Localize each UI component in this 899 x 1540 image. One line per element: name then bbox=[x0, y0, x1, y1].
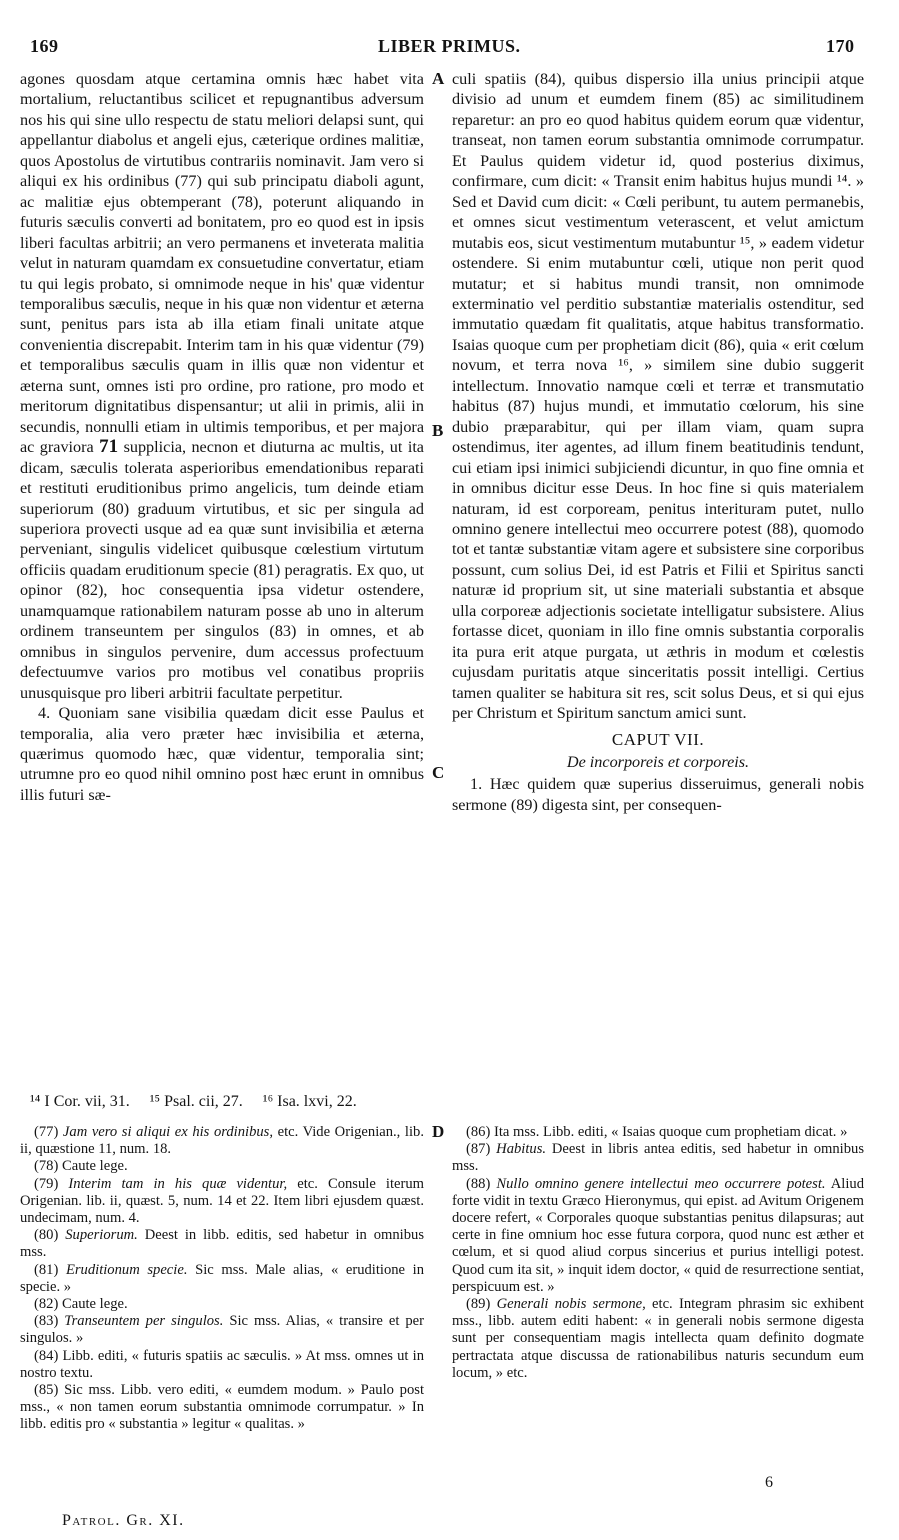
scripture-references bbox=[30, 1093, 440, 1111]
note-89: (89) Generali nobis sermone, etc. Integram phrasim sic exhibent mss., libb. autem editi habent: « in generali nobis sermone digesta sunt per consequentiam magis intellecta quam definito dogmate pertractata atque discussa de rationabilibus naturis secundum eum locum, » etc. bbox=[452, 1296, 864, 1381]
left-paragraph-2: 4. Quoniam sane visibilia quædam dicit esse Paulus et temporalia, alia vero præter hæc invisibilia et æterna, quærimus quomodo hæc, quæ videntur, temporalia sint; utrumne pro eo quod nihil omnino post hæc erunt in omnibus illis futuri sæ- bbox=[20, 704, 424, 804]
note-85: (85) Sic mss. Libb. vero editi, « eumdem modum. » Paulo post mss., « non tamen eorum substantia omnimode corrumpatur. » In libb. editis pro « substantia » legitur « qualitas. » bbox=[20, 1382, 424, 1433]
right-paragraph-2: 1. Hæc quidem quæ superius disseruimus, generali nobis sermone (89) digesta sint, per consequen- bbox=[452, 775, 864, 814]
notes-left-column bbox=[20, 1124, 424, 1434]
scripture-ref-16: ¹⁶ Isa. lxvi, 22. bbox=[262, 1093, 357, 1110]
signature-mark: 6 bbox=[765, 1474, 773, 1491]
margin-mark-d: D bbox=[432, 1122, 445, 1141]
note-80: (80) Superiorum. Deest in libb. editis, sed habetur in omnibus mss. bbox=[20, 1227, 425, 1261]
left-text-column bbox=[20, 69, 424, 805]
note-86: (86) Ita mss. Libb. editi, « Isaias quoque cum prophetiam dicat. » bbox=[466, 1124, 848, 1140]
left-page-number: 169 bbox=[30, 36, 59, 56]
right-text-column bbox=[452, 69, 864, 815]
note-82: (82) Caute lege. bbox=[34, 1296, 128, 1313]
note-88: (88) Nullo omnino genere intellectui meo occurrere potest. Aliud forte vidit in textu Græco Hieronymus, qui epist. ad Avitum Origenem docere refert, « Corporales quoque substantias penitus dilapsuras; aut certe in fine omnium hoc esse futura corpora, quod nunc est æther et cœlum, et si quod aliud corpus sincerius et purius intelligi potest. Quod cum ita sit, » inquit idem doctor, « quid de resurrectione sentiat, perspicuum est. » bbox=[452, 1175, 865, 1295]
note-81: (81) Eruditionum specie. Sic mss. Male alias, « eruditione in specie. » bbox=[20, 1261, 424, 1295]
note-77: (77) Jam vero si aliqui ex his ordinibus, etc. Vide Origenian., lib. ii, quæstione 11, num. 18. bbox=[20, 1124, 424, 1158]
margin-mark-a: A bbox=[432, 69, 445, 88]
series-footer: Patrol. Gr. XI. bbox=[62, 1512, 185, 1529]
scripture-ref-15: ¹⁵ Psal. cii, 27. bbox=[149, 1093, 243, 1110]
running-title: LIBER PRIMUS. bbox=[378, 36, 521, 56]
scripture-ref-14: ¹⁴ I Cor. vii, 31. bbox=[30, 1093, 130, 1110]
left-paragraph-1-text: agones quosdam atque certamina omnis hæc habet vita mortalium, reluctantibus scilicet et repugnantibus adversum nos his qui sine ullo respectu de statu meliori delapsi sunt, qui appellantur diabolus et angeli ejus, cæterique ordines malitiæ, quos Apostolus de virtutibus contrariis nominavit. Jam vero si aliqui ex his ordinibus (77) qui sub principatu diaboli agunt, ac malitiæ ejus obtemperant (78), poterunt aliquando in futuris sæculis converti ad bonitatem, pro eo quod est in ipsis liberi facultas arbitrii; an vero permanens et inveterata malitia velut in naturam quamdam ex consuetudine convertatur, etiam tu qui legis probato, si omnimode neque in his' quæ videntur temporalibus sæculis, neque in his quæ non videntur et æterna sunt, penitus pars ista ab illa etiam finali unitate atque convenientia discrepabit. Interim tam in his quæ videntur (79) et temporalibus sæculis quam in illis quæ non videntur et æterna sunt, omnes isti pro ordine, pro ratione, pro modo et meritorum dignitatibus dispensantur; ut alii in primis, alii in secundis, nonnulli etiam in ultimis temporibus, et per majora ac graviora bbox=[20, 70, 424, 457]
right-page-number: 170 bbox=[826, 36, 855, 56]
column-marker-71: 71 bbox=[99, 436, 119, 458]
notes-right-column bbox=[452, 1124, 864, 1382]
chapter-heading: CAPUT VII. bbox=[611, 729, 705, 749]
right-paragraph-1: culi spatiis (84), quibus dispersio illa unius principii atque divisio ad unum et eumdem finem (85) ac similitudinem reparetur: an pro eo quod habitus quidem eorum quæ videntur, transeat, non tamen eorum substantia omnimode corrumpatur. Et Paulus quidem videtur id, quod posterius diximus, confirmare, cum dicit: « Transit enim habitus hujus mundi ¹⁴. » Sed et David cum dicit: « Cœli peribunt, tu autem permanebis, et omnes sicut vestimentum veterascent, et velut amictum mutabis eos, sicut vestimentum mutabuntur ¹⁵, » eadem videtur ostendere. Si enim mutabuntur cœli, utique non perit quod mutatur; et si habitus mundi transit, non omnimode exterminatio vel perditio substantiæ materialis ostenditur, sed immutatio quædam fit qualitatis, atque habitus transformatio. Isaias quoque cum per prophetiam dicit (86), quia « erit cœlum novum, et terra nova ¹⁶, » similem sine dubio suggerit intellectum. Innovatio namque cœli et terræ et transmutatio habitus (87) hujus mundi, et immutatio cœlorum, his sine dubio præparabitur, qui per illam viam, quam supra ostendimus, iter agentes, ad illum finem beatitudinis tendunt, cui etiam ipsi inimici subjiciendi dicuntur, in quo fine omnia et in omnibus dicitur esse Deus. In hoc fine si quis materialem naturam, id est corpoream, penitus interituram putet, nullo omnino genere intellectui meo occurrere potest (88), quomodo tot et tantæ substantiæ vitam agere et subsistere sine corporibus possunt, cum solius Dei, id est Patris et Filii et Spiritus sancti naturæ id proprium sit, ut sine materiali substantia et absque ulla corporeæ adjectionis societate intelligatur subsistere. Alius fortasse dicet, quoniam in illo fine omnis substantia corporalis ita pura erit atque purgata, ut æthris in modum et cœlestis cujusdam puritatis atque sinceritatis possit intelligi. Certius tamen qualiter se habitura sit res, scit solus Deus, et si qui ejus per Christum et Spiritum sanctum amici sunt. bbox=[452, 70, 864, 723]
note-79: (79) Interim tam in his quæ videntur, etc. Consule iterum Origenian. lib. ii, quæst. 5, num. 14 et 22. Item libri ejusdem quæst. undecimam, num. 4. bbox=[20, 1175, 424, 1227]
note-87: (87) Habitus. Deest in libris antea editis, sed habetur in omnibus mss. bbox=[452, 1141, 865, 1175]
margin-mark-c: C bbox=[432, 763, 445, 782]
note-83: (83) Transeuntem per singulos. Sic mss. Alias, « transire et per singulos. » bbox=[20, 1313, 424, 1347]
note-78: (78) Caute lege. bbox=[34, 1158, 128, 1175]
left-paragraph-1-cont: supplicia, necnon et diuturna ac multis, ut ita dicam, sæculis tolerata asperioribus emendationibus reparati et restituti eruditionibus primo angelicis, tum deinde etiam superiorum (80) graduum virtutibus, et sic per singula ad superiora provecti usque ad ea quæ sunt invisibilia et æterna perveniant, singulis videlicet quibusque cœlestium virtutum officiis quadam eruditionum specie (81) peragratis. Ex quo, ut opinor (82), hoc consequentia ipsa videtur ostendere, unamquamque rationabilem naturam posse ab uno in alterum ordinem transeuntem per singulos (83) in omnes, et ab omnibus in singulos pervenire, dum accessus profectuum defectuumve varios pro motibus vel conatibus propriis unusquisque pro liberi arbitrii facultate perpetitur. bbox=[20, 438, 424, 702]
note-84: (84) Libb. editi, « futuris spatiis ac sæculis. » At mss. omnes ut in nostro textu. bbox=[20, 1347, 424, 1381]
margin-mark-b: B bbox=[432, 421, 444, 440]
left-paragraph-1 bbox=[20, 69, 424, 703]
chapter-subtitle: De incorporeis et corporeis. bbox=[566, 752, 750, 771]
